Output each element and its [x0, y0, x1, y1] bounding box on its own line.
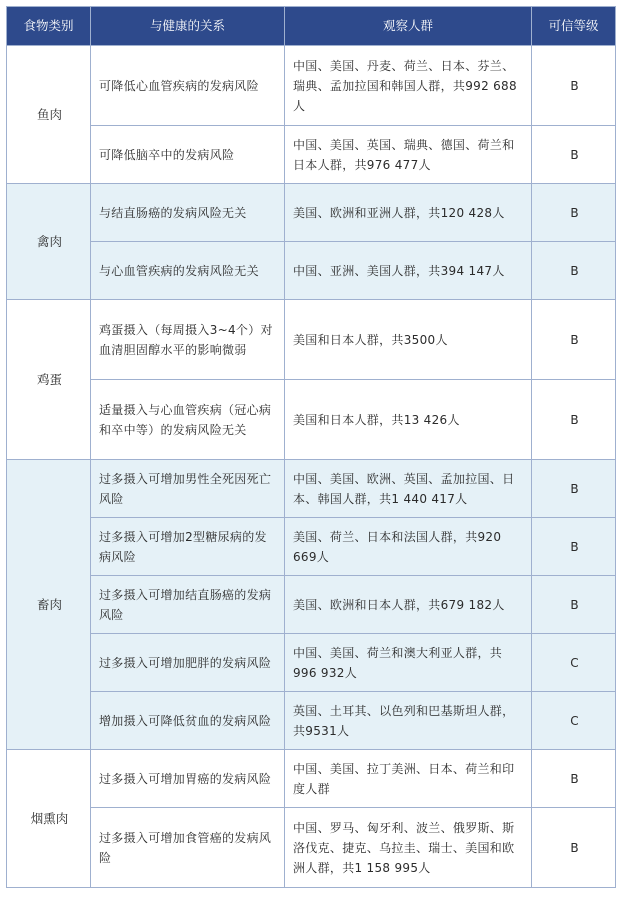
credibility-grade-cell: B	[532, 242, 616, 300]
observed-population-cell: 美国、荷兰、日本和法国人群，共920 669人	[285, 518, 532, 576]
health-relation-cell: 过多摄入可增加2型糖尿病的发病风险	[91, 518, 285, 576]
observed-population-cell: 中国、美国、拉丁美洲、日本、荷兰和印度人群	[285, 750, 532, 808]
credibility-grade-cell: B	[532, 46, 616, 126]
table-row	[7, 518, 616, 576]
health-relation-cell: 过多摄入可增加肥胖的发病风险	[91, 634, 285, 692]
table-row	[7, 300, 616, 380]
header-food-category: 食物类别	[7, 7, 91, 46]
table-row	[7, 242, 616, 300]
health-relation-cell: 过多摄入可增加食管癌的发病风险	[91, 808, 285, 888]
health-relation-cell: 鸡蛋摄入（每周摄入3~4个）对血清胆固醇水平的影响微弱	[91, 300, 285, 380]
table-row	[7, 184, 616, 242]
table-row	[7, 126, 616, 184]
observed-population-cell: 美国和日本人群，共3500人	[285, 300, 532, 380]
header-credibility-grade: 可信等级	[532, 7, 616, 46]
health-relation-cell: 适量摄入与心血管疾病（冠心病和卒中等）的发病风险无关	[91, 380, 285, 460]
credibility-grade-cell: B	[532, 300, 616, 380]
health-relation-cell: 可降低心血管疾病的发病风险	[91, 46, 285, 126]
credibility-grade-cell: B	[532, 380, 616, 460]
credibility-grade-cell: B	[532, 184, 616, 242]
table-row	[7, 380, 616, 460]
health-relation-cell: 可降低脑卒中的发病风险	[91, 126, 285, 184]
table-row	[7, 634, 616, 692]
table-row	[7, 750, 616, 808]
observed-population-cell: 中国、美国、英国、瑞典、德国、荷兰和日本人群，共976 477人	[285, 126, 532, 184]
observed-population-cell: 中国、美国、丹麦、荷兰、日本、芬兰、瑞典、孟加拉国和韩国人群，共992 688人	[285, 46, 532, 126]
table-body	[7, 46, 616, 888]
observed-population-cell: 中国、美国、荷兰和澳大利亚人群，共996 932人	[285, 634, 532, 692]
health-relation-cell: 过多摄入可增加男性全死因死亡风险	[91, 460, 285, 518]
header-row	[7, 7, 616, 46]
credibility-grade-cell: C	[532, 692, 616, 750]
health-relation-cell: 与心血管疾病的发病风险无关	[91, 242, 285, 300]
credibility-grade-cell: B	[532, 460, 616, 518]
health-relation-cell: 过多摄入可增加结直肠癌的发病风险	[91, 576, 285, 634]
health-relation-cell: 过多摄入可增加胃癌的发病风险	[91, 750, 285, 808]
table-row	[7, 460, 616, 518]
header-health-relation: 与健康的关系	[91, 7, 285, 46]
observed-population-cell: 中国、罗马、匈牙利、波兰、俄罗斯、斯洛伐克、捷克、乌拉圭、瑞士、美国和欧洲人群，共1 158 995人	[285, 808, 532, 888]
observed-population-cell: 美国和日本人群，共13 426人	[285, 380, 532, 460]
health-relation-cell: 与结直肠癌的发病风险无关	[91, 184, 285, 242]
credibility-grade-cell: B	[532, 750, 616, 808]
credibility-grade-cell: C	[532, 634, 616, 692]
observed-population-cell: 美国、欧洲和亚洲人群，共120 428人	[285, 184, 532, 242]
evidence-table	[6, 6, 616, 888]
food-category-cell: 畜肉	[7, 460, 91, 750]
table-row	[7, 46, 616, 126]
table-row	[7, 808, 616, 888]
food-category-cell: 鸡蛋	[7, 300, 91, 460]
food-category-cell: 鱼肉	[7, 46, 91, 184]
food-category-cell: 烟熏肉	[7, 750, 91, 888]
credibility-grade-cell: B	[532, 518, 616, 576]
credibility-grade-cell: B	[532, 576, 616, 634]
observed-population-cell: 英国、土耳其、以色列和巴基斯坦人群，共9531人	[285, 692, 532, 750]
observed-population-cell: 中国、美国、欧洲、英国、孟加拉国、日本、韩国人群，共1 440 417人	[285, 460, 532, 518]
health-relation-cell: 增加摄入可降低贫血的发病风险	[91, 692, 285, 750]
table-row	[7, 692, 616, 750]
header-observed-population: 观察人群	[285, 7, 532, 46]
observed-population-cell: 中国、亚洲、美国人群，共394 147人	[285, 242, 532, 300]
observed-population-cell: 美国、欧洲和日本人群，共679 182人	[285, 576, 532, 634]
table-row	[7, 576, 616, 634]
food-category-cell: 禽肉	[7, 184, 91, 300]
credibility-grade-cell: B	[532, 126, 616, 184]
credibility-grade-cell: B	[532, 808, 616, 888]
